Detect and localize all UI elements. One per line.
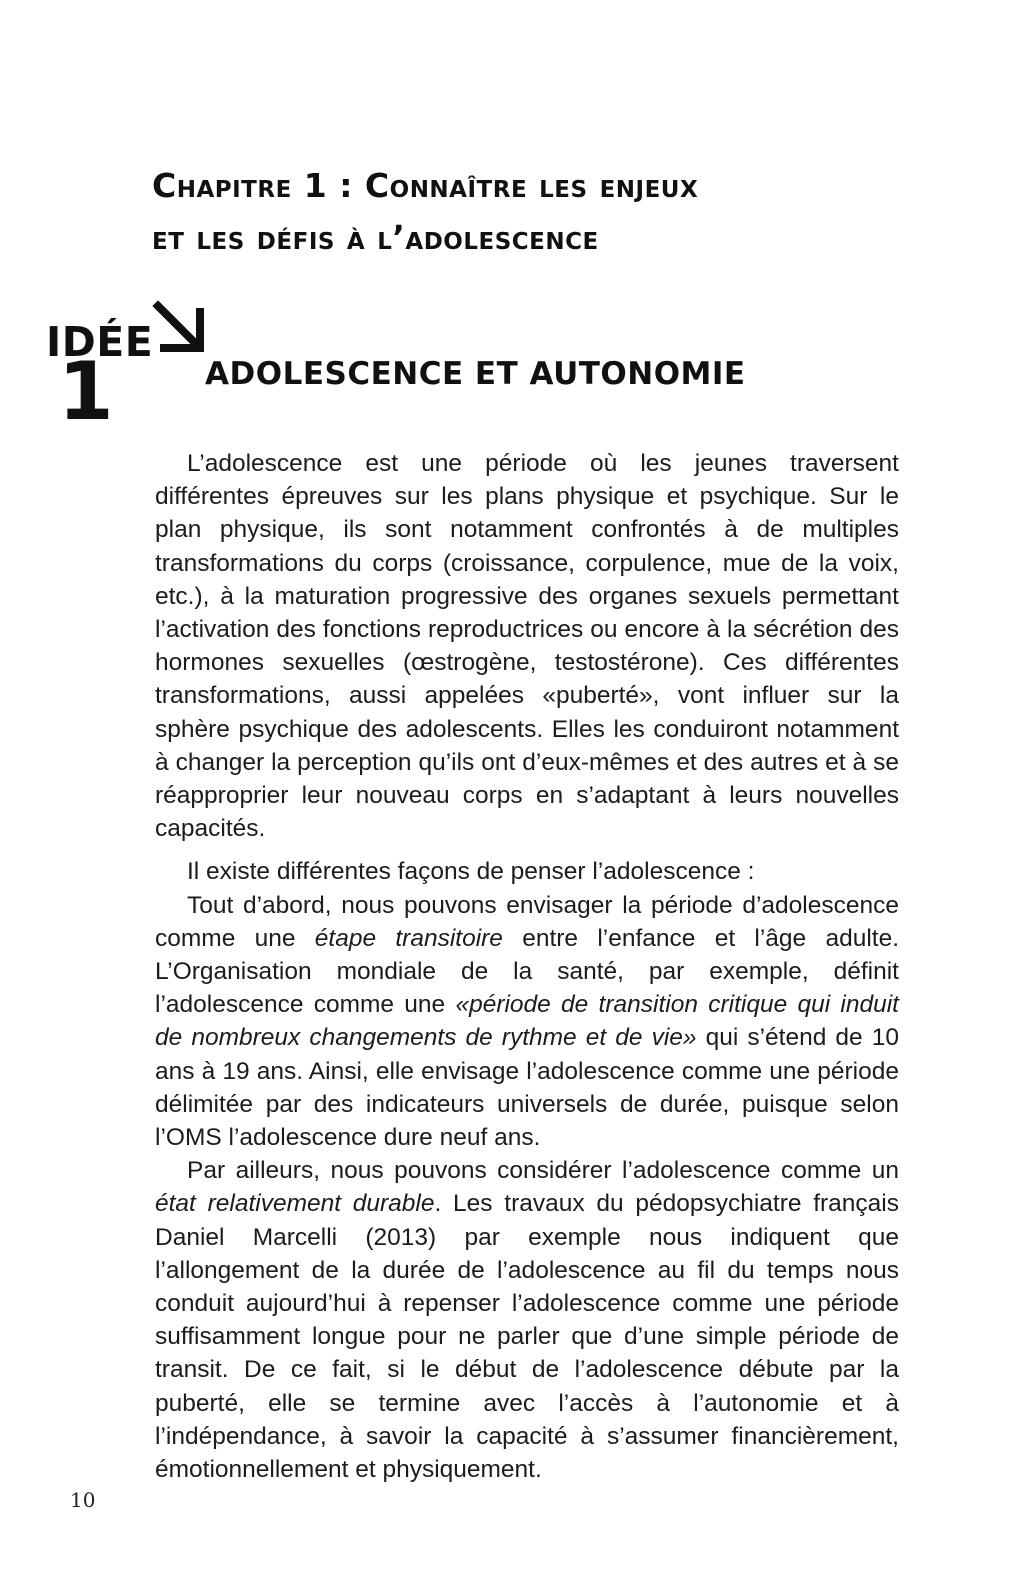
- chapter-heading-line-1: Chapitre 1 : Connaître les enjeux: [152, 166, 699, 205]
- paragraph-2: Il existe différentes façons de penser l’adolescence :: [187, 858, 755, 886]
- arrow-down-right-icon: [150, 298, 212, 360]
- paragraph-3-text-c: qui s’étend de 10 ans à 19 ans. Ainsi, elle envisage l’adolescence comme une période délimitée par des indicateurs universels de durée, puisque selon l’OMS l’adolescence dure neuf ans.: [155, 1024, 899, 1152]
- paragraph-4: [155, 1154, 899, 1486]
- page-number: 10: [70, 1488, 96, 1512]
- idea-title: ADOLESCENCE ET AUTONOMIE: [205, 356, 746, 392]
- chapter-heading-line-2: et les défis à l’adolescence: [152, 218, 599, 257]
- paragraph-3-italic-b: «période de transition critique qui induit de nombreux changements de rythme et de vie»: [155, 991, 899, 1052]
- idea-label: IDÉE: [46, 318, 154, 366]
- paragraph-1: L’adolescence est une période où les jeunes traversent différentes épreuves sur les plans physique et psychique. Sur le plan physique, ils sont notamment confrontés à de multiples transformations du corps (croissance, corpulence, mue de la voix, etc.), à la maturation progressive des organes sexuels permettant l’activation des fonctions reproductrices ou encore à la sécrétion des hormones sexuelles (œstrogène, testostérone). Ces différentes transformations, aussi appelées «puberté», vont influer sur la sphère psychique des adolescents. Elles les conduiront notamment à changer la perception qu’ils ont d’eux-mêmes et des autres et à se réapproprier leur nouveau corps en s’adaptant à leurs nouvelles capacités.: [155, 450, 899, 843]
- paragraph-4-text-a: Par ailleurs, nous pouvons considérer l’adolescence comme un: [187, 1157, 899, 1185]
- paragraph-3-italic-a: étape transitoire: [314, 924, 503, 952]
- chapter-heading: [152, 160, 912, 264]
- paragraph-3-text-a: Tout d’abord, nous pouvons envisager la période d’adolescence comme une: [155, 891, 899, 952]
- idea-number: 1: [58, 345, 114, 438]
- paragraph-3: [155, 889, 899, 1155]
- paragraph-3-text-b: entre l’enfance et l’âge adulte. L’Organisation mondiale de la santé, par exemple, définit l’adolescence comme une: [155, 924, 900, 1019]
- paragraph-4-italic-a: état relativement durable: [155, 1190, 435, 1218]
- body-text: [155, 447, 899, 1486]
- paragraph-4-text-b: . Les travaux du pédopsychiatre français Daniel Marcelli (2013) par exemple nous indiquent que l’allongement de la durée de l’adolescence au fil du temps nous conduit aujourd’hui à repenser l’adolescence comme une période suffisamment longue pour ne parler que d’une simple période de transit. De ce fait, si le début de l’adolescence débute par la puberté, elle se termine avec l’accès à l’autonomie et à l’indépendance, à savoir la capacité à s’assumer financièrement, émotionnellement et physiquement.: [155, 1190, 899, 1484]
